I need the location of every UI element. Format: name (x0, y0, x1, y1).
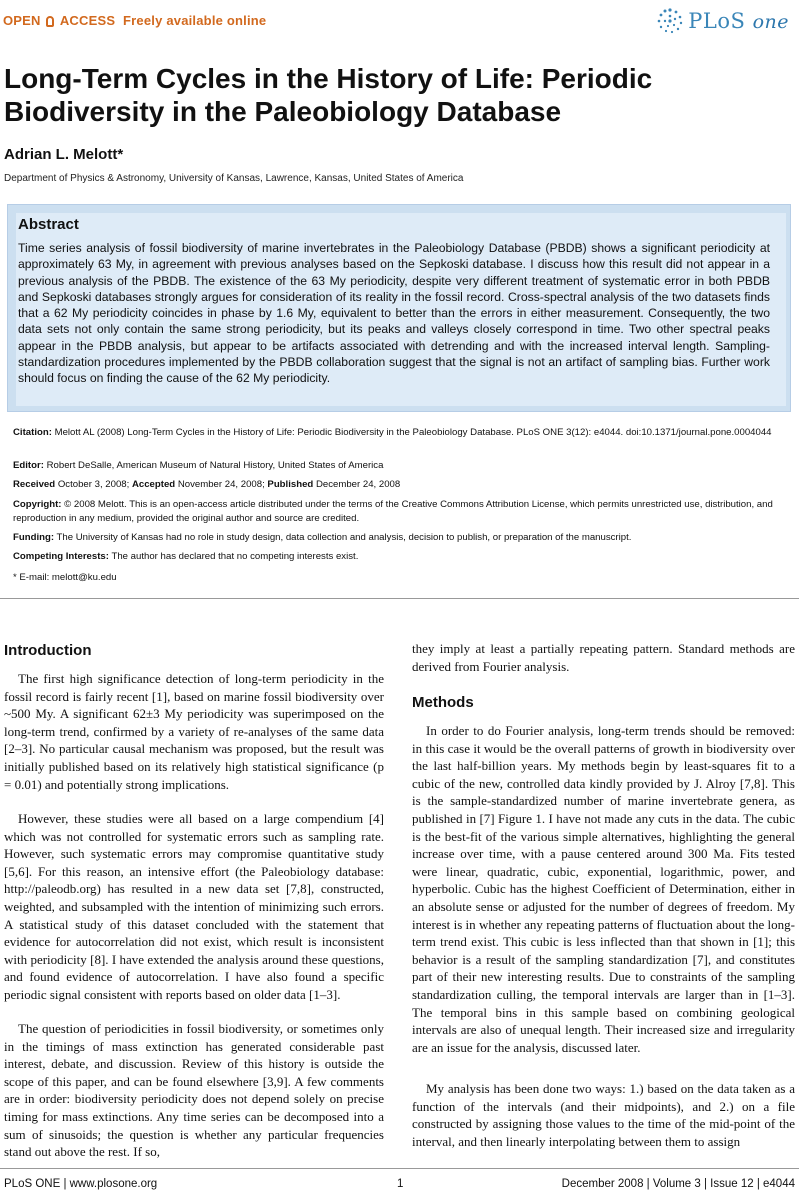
footer-issue: December 2008 | Volume 3 | Issue 12 | e4044 (561, 1178, 795, 1190)
copyright (13, 498, 785, 525)
competing-text: The author has declared that no competing interests exist. (111, 551, 359, 562)
open-label: OPEN (3, 13, 41, 28)
plos-wordmark (688, 9, 789, 33)
affiliation: Department of Physics & Astronomy, University of Kansas, Lawrence, Kansas, United States of America (4, 173, 464, 184)
intro-paragraph-2: However, these studies were all based on a large compendium [4] which was not controlled for systematic errors such as sampling rate. However, such systematic errors may compromise quantitative study [5,6]. For this reason, an intensive effort (the Paleobiology database: http://paleodb.org) has resulted in a new data set [7,8], constructed, weighted, and subsampled with the intention of minimizing such errors. A statistical study of this dataset concluded with the statement that evidence for autocorrelation did not exist, which result is inconsistent with periodicity [8]. I have extended the analysis around these questions, and found evidence of autocorrelation. I have also found a specific periodic signal consistent with reports based on older data [1–3]. (4, 811, 384, 1002)
open-lock-icon (46, 16, 54, 27)
one-word: one (752, 11, 789, 33)
access-label: ACCESS (59, 13, 116, 28)
received-label: Received (13, 479, 56, 490)
citation (13, 426, 785, 440)
abstract-heading: Abstract (18, 216, 79, 233)
free-label: Freely available online (123, 13, 267, 28)
intro-paragraph-3: The question of periodicities in fossil biodiversity, or sometimes only in the timings of mass extinction has generated considerable past interest, debate, and discussion. Review of this history is outside the scope of this paper, and can be found elsewhere [3,9]. A few comments are in order: biodiversity periodicity does not depend solely on precise timing for mass extinctions. Any time series can be decomposed into a sum of sinusoids; the question is whether any particular frequencies stand out above the rest. If so, (4, 1021, 384, 1160)
page-number: 1 (397, 1178, 404, 1190)
email[interactable]: * E-mail: melott@ku.edu (13, 572, 117, 583)
competing-label: Competing Interests: (13, 551, 109, 562)
editor-label: Editor: (13, 460, 44, 471)
funding-text: The University of Kansas had no role in study design, data collection and analysis, decision to publish, or preparation of the manuscript. (56, 532, 632, 543)
accepted-date: November 24, 2008; (177, 479, 265, 490)
plos-one-logo[interactable] (656, 6, 789, 36)
citation-label: Citation: (13, 427, 52, 438)
editor (13, 459, 785, 473)
received-date: October 3, 2008; (57, 479, 130, 490)
methods-paragraph-1: In order to do Fourier analysis, long-term trends should be removed: in this case it would be the overall patterns of growth in biodiversity over the last half-billion years. My methods begin by least-squares fit to a cubic of the new, controlled data kindly provided by J. Alroy [7,8]. This is the sample-standardized number of marine invertebrate genera, as published in [7] Figure 1. I have not made any cuts in the data. The cubic is the best-fit of the various simple alternatives, highlighting the general increase over time, with a pause centered around 300 Ma. Fits tested were linear, quadratic, cubic, exponential, logarithmic, power, and hyperbolic. Cubic has the highest Coefficient of Determination, either in an absolute sense or adjusted for the number of degrees of freedom. My interest is in whether any repeating patterns of fluctuation about the long-term trend exist. This cubic is less inflected than that shown in [1]; this behavior is a result of the sampling standardization [7], and constitutes part of their new interesting results. Due to constraints of the sampling standardization culling, the temporal intervals are larger than in [1–3]. The temporal bins in this sample based on combining geological intervals are also of unequal length. Their increased size and irregularity are an issue for the analysis, discussed later. (412, 723, 795, 1055)
competing-interests (13, 550, 785, 564)
journal-header (0, 0, 799, 44)
editor-text: Robert DeSalle, American Museum of Natural History, United States of America (46, 460, 384, 471)
published-date: December 24, 2008 (315, 479, 401, 490)
published-label: Published (267, 479, 314, 490)
methods-heading: Methods (412, 694, 474, 711)
citation-text[interactable]: Melott AL (2008) Long-Term Cycles in the History of Life: Periodic Biodiversity in the Paleobiology Database. PLoS ONE 3(12): e4044. doi:10.1371/journal.pone.0004044 (54, 427, 772, 438)
copyright-label: Copyright: (13, 499, 62, 510)
open-access-badge[interactable] (3, 13, 266, 28)
copyright-text: © 2008 Melott. This is an open-access article distributed under the terms of the Creative Commons Attribution License, which permits unrestricted use, distribution, and reproduction in any medium, provided the original author and source are credited. (13, 499, 773, 524)
plos-dots-icon (656, 7, 684, 35)
metadata-divider (0, 598, 799, 599)
funding (13, 531, 785, 545)
abstract-text: Time series analysis of fossil biodiversity of marine invertebrates in the Paleobiology Database (PBDB) shows a significant periodicity at approximately 63 My, in agreement with previous analyses based on the Sepkoski database. I discuss how this result did not appear in a previous analysis of the PBDB. The existence of the 63 My periodicity, despite very different treatment of systematic error in both PBDB and Sepkoski databases strongly argues for consideration of its reality in the fossil record. Cross-spectral analysis of the two datasets finds that a 62 My periodicity coincides in phase by 1.6 My, equivalent to better than the errors in either measurement. Consequently, the two data sets not only contain the same strong periodicity, but its peaks and valleys closely correspond in time. Two other spectral peaks appear in the PBDB analysis, but appear to be artifacts associated with detrending and with the increased interval length. Sampling-standardization procedures implemented by the PBDB collaboration suggest that the signal is not an artifact of sampling bias. Further work should focus on finding the cause of the 62 My periodicity. (18, 241, 770, 386)
footer-divider (0, 1168, 799, 1169)
author-name: Adrian L. Melott* (4, 146, 124, 163)
methods-paragraph-2: My analysis has been done two ways: 1.) based on the data taken as a function of the intervals (and their midpoints), and 2.) on a file constructed by assigning those values to the time of the mid-point of the interval, and then linearly interpolating between them to assign (412, 1081, 795, 1149)
plos-word: PLoS (688, 9, 746, 33)
footer-journal[interactable]: PLoS ONE | www.plosone.org (4, 1178, 158, 1190)
article-title: Long-Term Cycles in the History of Life: Periodic Biodiversity in the Paleobiology Database (4, 63, 653, 127)
intro-paragraph-1: The first high significance detection of long-term periodicity in the fossil record is fairly recent [1], based on marine fossil biodiversity over ~500 My. A significant 62±3 My periodicity was superimposed on the long-term trend, confirmed by a variety of re-analyses of the same data [2–3]. No particular causal mechanism was proposed, but the result was initially published based on its relatively high statistical significance (p = 0.01) and potentially strong implications. (4, 671, 384, 792)
accepted-label: Accepted (131, 479, 176, 490)
introduction-heading: Introduction (4, 642, 92, 659)
funding-label: Funding: (13, 532, 55, 543)
intro-continuation: they imply at least a partially repeating pattern. Standard methods are derived from Fourier analysis. (412, 641, 795, 674)
dates (13, 478, 785, 492)
